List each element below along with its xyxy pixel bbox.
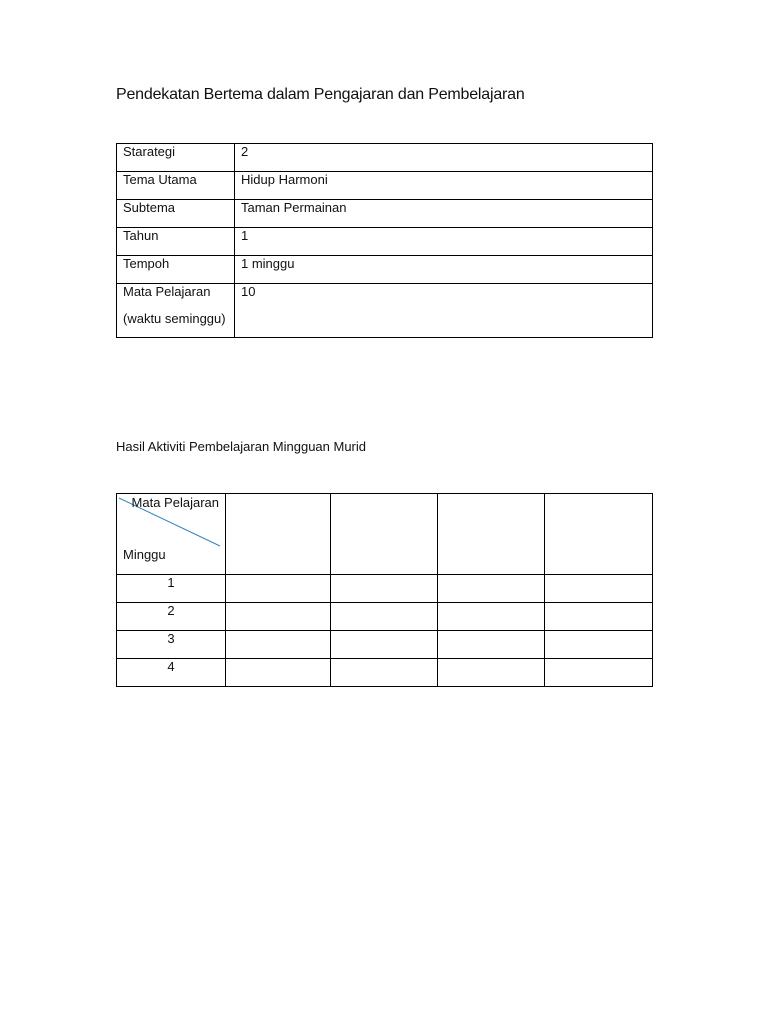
table-header-row — [117, 494, 653, 575]
info-label-mata-pelajaran — [117, 284, 235, 338]
weekly-table — [116, 493, 653, 687]
week-number: 1 — [117, 575, 226, 603]
table-row — [117, 256, 653, 284]
table-cell — [545, 575, 653, 603]
table-cell — [545, 631, 653, 659]
table-cell — [226, 659, 331, 687]
subject-header-cell — [331, 494, 438, 575]
info-value-mata-pelajaran: 10 — [235, 284, 653, 338]
table-cell — [226, 631, 331, 659]
subject-header-cell — [438, 494, 545, 575]
info-value-strategi: 2 — [235, 144, 653, 172]
info-value-subtema: Taman Permainan — [235, 200, 653, 228]
info-label-mata-pelajaran-line1: Mata Pelajaran — [123, 284, 211, 299]
document-title: Pendekatan Bertema dalam Pengajaran dan Pembelajaran — [116, 86, 525, 103]
table-cell — [331, 659, 438, 687]
table-cell — [545, 659, 653, 687]
table-cell — [438, 659, 545, 687]
week-number: 2 — [117, 603, 226, 631]
table-cell — [226, 603, 331, 631]
table-row — [117, 228, 653, 256]
table-row — [117, 172, 653, 200]
info-label-strategi: Starategi — [117, 144, 235, 172]
subject-header-cell — [545, 494, 653, 575]
subject-header-cell — [226, 494, 331, 575]
info-label-mata-pelajaran-line2: (waktu seminggu) — [123, 311, 226, 326]
table-cell — [438, 631, 545, 659]
info-value-tema-utama: Hidup Harmoni — [235, 172, 653, 200]
table-row — [117, 144, 653, 172]
corner-label-week: Minggu — [123, 547, 166, 562]
table-row — [117, 575, 653, 603]
info-label-subtema: Subtema — [117, 200, 235, 228]
info-label-tema-utama: Tema Utama — [117, 172, 235, 200]
table-cell — [331, 631, 438, 659]
corner-label-subject: Mata Pelajaran — [131, 495, 219, 510]
info-table — [116, 143, 653, 338]
table-cell — [331, 575, 438, 603]
info-label-tempoh: Tempoh — [117, 256, 235, 284]
table-cell — [226, 575, 331, 603]
section-title: Hasil Aktiviti Pembelajaran Mingguan Murid — [116, 439, 367, 454]
table-cell — [438, 575, 545, 603]
table-row — [117, 631, 653, 659]
info-value-tahun: 1 — [235, 228, 653, 256]
table-cell — [438, 603, 545, 631]
week-number: 3 — [117, 631, 226, 659]
info-value-tempoh: 1 minggu — [235, 256, 653, 284]
week-number: 4 — [117, 659, 226, 687]
table-row — [117, 659, 653, 687]
info-label-tahun: Tahun — [117, 228, 235, 256]
table-row — [117, 284, 653, 338]
table-cell — [545, 603, 653, 631]
corner-header-cell — [117, 494, 226, 575]
table-row — [117, 603, 653, 631]
table-row — [117, 200, 653, 228]
table-cell — [331, 603, 438, 631]
